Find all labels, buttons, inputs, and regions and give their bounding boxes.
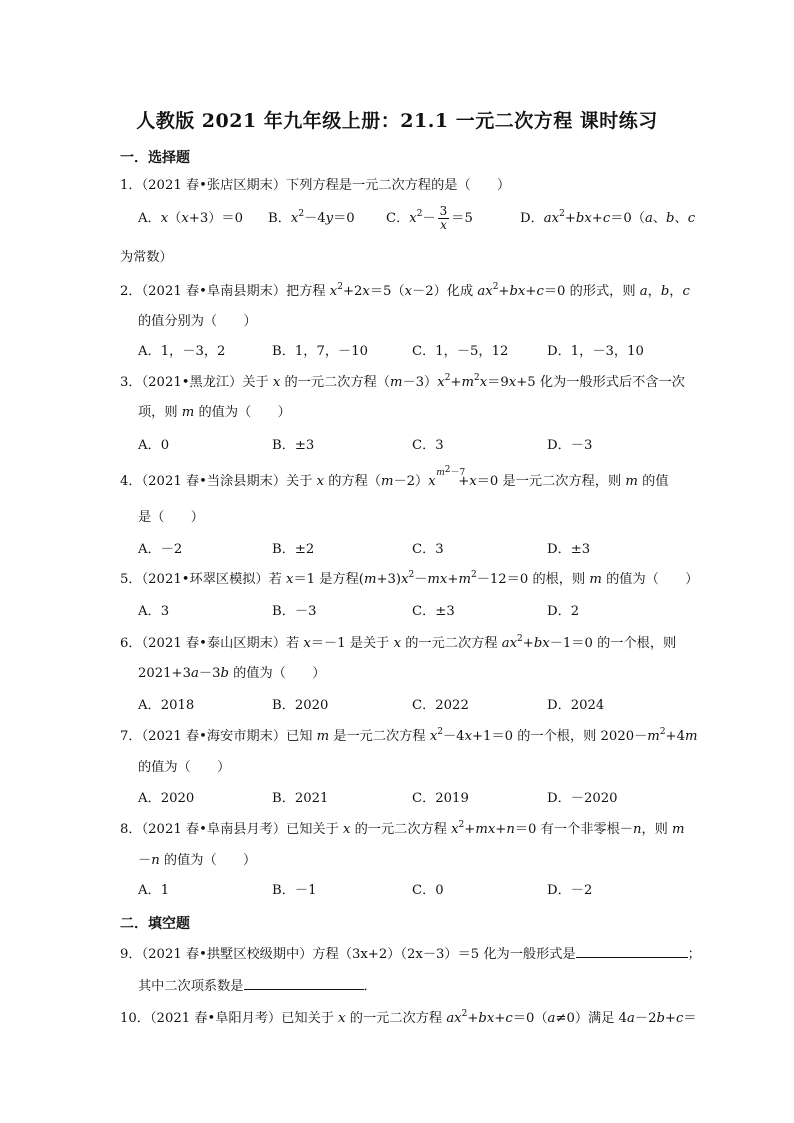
question-4-option-c: C．3 [412, 542, 444, 557]
question-5-option-a: A．3 [138, 604, 170, 619]
page-title: 人教版 2021 年九年级上册：21.1 一元二次方程 课时练习 [136, 110, 658, 132]
question-1-option-d: D．$ax^2+bx+c=0(a$、b、c [520, 209, 696, 226]
question-7-option-a: A．2020 [138, 791, 195, 806]
question-1-stem: 1．（2021 春•张店区期末）下列方程是一元二次方程的是（ ） [120, 178, 511, 193]
fraction-3-over-x: $\frac{3}{x}$ [439, 204, 448, 232]
question-10-stem: 10．（2021 春•阜阳月考）已知关于 x 的一元二次方程 $ax^2+bx+c=0(a\ne 0)$满足 4a－2b+c＝ [120, 1009, 697, 1026]
answer-blank-quadratic-coefficient[interactable] [244, 977, 364, 990]
question-4-option-d: D．±3 [547, 542, 591, 557]
question-1-option-c: C．$x^2-$ $\frac{3}{x}$ ＝5 [386, 204, 473, 232]
question-2-option-a: A．1，－3，2 [138, 344, 226, 359]
question-2-stem: 2．（2021 春•阜南县期末）把方程 $x^2+2x=5(x-2)$化成 $ax^2+bx+c=0$ 的形式，则 a，b，c [120, 282, 690, 299]
question-5-stem: 5．（2021•环翠区模拟）若 x＝1 是方程$(m+3)x^2-mx+m^2-12=0$ 的根，则 m 的值为（ ） [120, 570, 699, 587]
question-4-stem: 4．（2021 春•当涂县期末）关于 x 的方程（m－2）x $m^2-7$ +x＝0 是一元二次方程，则 m 的值 [120, 465, 669, 489]
question-3-stem-line2: 项，则 m 的值为（ ） [138, 405, 291, 420]
question-2-option-d: D．1，－3，10 [547, 344, 644, 359]
question-5-option-d: D．2 [547, 604, 580, 619]
question-1-option-a: A．x（x+3）＝0 [138, 211, 243, 226]
question-3-option-c: C．3 [412, 438, 444, 453]
question-8-stem-line2: －n 的值为（ ） [138, 853, 257, 868]
question-8-option-d: D．－2 [547, 883, 593, 898]
question-2-stem-line2: 的值分别为（ ） [138, 314, 257, 329]
question-3-option-d: D．－3 [547, 438, 593, 453]
question-1-option-b: B．$x^2-4y=0$ [268, 209, 355, 226]
question-8-option-a: A．1 [138, 883, 170, 898]
question-8-option-c: C．0 [412, 883, 444, 898]
question-7-stem-line2: 的值为（ ） [138, 760, 231, 775]
question-5-option-b: B．－3 [272, 604, 317, 619]
question-5-option-c: C．±3 [412, 604, 455, 619]
question-2-option-b: B．1，7，－10 [272, 344, 369, 359]
question-6-option-c: C．2022 [412, 698, 469, 713]
section-fill-heading: 二．填空题 [120, 916, 190, 932]
question-7-option-b: B．2021 [272, 791, 329, 806]
answer-blank-general-form[interactable] [576, 945, 688, 958]
question-4-option-a: A．－2 [138, 542, 183, 557]
question-1-continuation: 为常数） [120, 250, 173, 265]
question-7-option-d: D．－2020 [547, 791, 618, 806]
question-6-stem: 6．（2021 春•泰山区期末）若 x＝－1 是关于 x 的一元二次方程 $ax^2+bx-1=0$ 的一个根，则 [120, 634, 677, 651]
question-3-option-b: B．±3 [272, 438, 315, 453]
question-9-stem: 9．（2021 春•拱墅区校级期中）方程（3x+2）（2x－3）＝5 化为一般形式是 ； [120, 947, 701, 962]
question-7-option-c: C．2019 [412, 791, 469, 806]
question-8-stem: 8．（2021 春•阜南县月考）已知关于 x 的一元二次方程 $x^2+mx+n=0$ 有一个非零根－n，则 m [120, 820, 685, 837]
question-2-option-c: C．1，－5，12 [412, 344, 509, 359]
question-7-stem: 7．（2021 春•海安市期末）已知 m 是一元二次方程 $x^2-4x+1=0$ 的一个根，则 $2020-m^2+4m$ [120, 727, 698, 744]
question-3-option-a: A．0 [138, 438, 170, 453]
question-4-stem-line2: 是（ ） [138, 510, 204, 525]
question-6-stem-line2: 2021+3a－3b 的值为（ ） [138, 666, 326, 681]
question-9-stem-line2: 其中二次项系数是 ． [138, 979, 377, 994]
question-6-option-a: A．2018 [138, 698, 195, 713]
question-6-option-d: D．2024 [547, 698, 605, 713]
question-6-option-b: B．2020 [272, 698, 329, 713]
question-4-option-b: B．±2 [272, 542, 315, 557]
section-choice-heading: 一．选择题 [120, 150, 190, 166]
question-8-option-b: B．－1 [272, 883, 317, 898]
question-3-stem: 3．（2021•黑龙江）关于 x 的一元二次方程$(m-3)x^2+m^2x=9x+5$ 化为一般形式后不含一次 [120, 373, 685, 390]
